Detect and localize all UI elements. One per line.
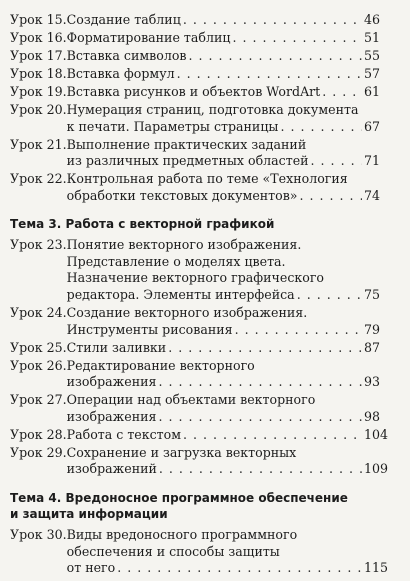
lesson-title-last-line bbox=[66, 153, 381, 170]
lesson-group-3 bbox=[10, 526, 389, 577]
lesson-number: Урок 24. bbox=[10, 305, 67, 321]
lesson-title bbox=[66, 339, 381, 357]
page-number: 61 bbox=[364, 83, 381, 99]
lesson-title bbox=[66, 136, 381, 170]
lesson-title bbox=[66, 526, 389, 577]
lesson-title-line: Понятие векторного изображения. bbox=[66, 237, 302, 253]
lesson-title bbox=[66, 171, 381, 204]
theme-heading-line: и защита информации bbox=[10, 506, 168, 521]
page-number: 115 bbox=[364, 560, 389, 576]
toc-entry bbox=[10, 47, 381, 65]
dot-leader bbox=[183, 427, 362, 444]
lesson-title-last-line bbox=[66, 65, 381, 83]
lesson-number: Урок 27. bbox=[10, 392, 67, 408]
lesson-title-line: Работа с текстом bbox=[66, 426, 182, 442]
dot-leader bbox=[300, 188, 362, 205]
lesson-number: Урок 21. bbox=[10, 136, 67, 152]
page-number: 51 bbox=[364, 29, 381, 45]
lesson-title-line: обеспечения и способы защиты bbox=[66, 543, 280, 559]
lesson-title bbox=[66, 392, 381, 425]
lesson-title-line: изображения bbox=[66, 374, 157, 390]
lesson-title-line: обработки текстовых документов» bbox=[66, 187, 298, 203]
lesson-number: Урок 18. bbox=[10, 65, 67, 81]
theme-heading-line: Тема 4. Вредоносное программное обеспечение bbox=[10, 490, 348, 505]
lesson-number: Урок 23. bbox=[10, 237, 67, 253]
lesson-number: Урок 28. bbox=[10, 426, 67, 442]
lesson-title bbox=[66, 29, 381, 47]
lesson-title-last-line bbox=[66, 339, 381, 357]
toc-entry bbox=[10, 237, 381, 303]
lesson-title-line: Форматирование таблиц bbox=[66, 29, 231, 45]
lesson-title-line: Инструменты рисования bbox=[66, 321, 233, 337]
lesson-title bbox=[66, 83, 381, 101]
dot-leader bbox=[189, 48, 363, 65]
toc-entry bbox=[10, 357, 381, 391]
dot-leader bbox=[159, 461, 362, 478]
lesson-title-line: Сохранение и загрузка векторных bbox=[66, 444, 297, 460]
lesson-title-line: Назначение векторного графического bbox=[66, 270, 325, 286]
dot-leader bbox=[235, 322, 362, 339]
dot-leader bbox=[177, 66, 362, 83]
lesson-title bbox=[66, 426, 389, 444]
toc-entry bbox=[10, 526, 389, 577]
dot-leader bbox=[232, 30, 362, 47]
toc-entry bbox=[10, 171, 381, 204]
lesson-title-line: Контрольная работа по теме «Технология bbox=[66, 171, 348, 187]
dot-leader bbox=[311, 153, 362, 170]
lesson-title-last-line bbox=[66, 408, 381, 426]
lesson-title-last-line bbox=[66, 118, 381, 136]
lesson-title bbox=[66, 444, 389, 478]
lesson-number: Урок 30. bbox=[10, 526, 67, 542]
lesson-title-last-line bbox=[66, 321, 381, 339]
lesson-title-line: Вставка формул bbox=[66, 65, 175, 81]
lesson-title-last-line bbox=[66, 12, 381, 29]
lesson-title-last-line bbox=[66, 83, 381, 101]
lesson-title-line: изображений bbox=[66, 461, 157, 477]
lesson-title-last-line bbox=[66, 426, 389, 444]
page-number: 67 bbox=[364, 118, 381, 134]
page-number: 93 bbox=[364, 374, 381, 390]
lesson-title-line: из различных предметных областей bbox=[66, 153, 309, 169]
page-number: 87 bbox=[364, 339, 381, 355]
page-number: 104 bbox=[364, 426, 389, 442]
page-number: 75 bbox=[364, 287, 381, 303]
lesson-number: Урок 15. bbox=[10, 12, 67, 27]
lesson-title-line: Выполнение практических заданий bbox=[66, 136, 307, 152]
lesson-title-line: Редактирование векторного bbox=[66, 357, 255, 373]
lesson-title-line: от него bbox=[66, 560, 116, 576]
lesson-title bbox=[66, 47, 381, 65]
lesson-title-last-line bbox=[66, 374, 381, 391]
dot-leader bbox=[322, 84, 362, 101]
lesson-title bbox=[66, 357, 381, 391]
lesson-title-line: Вставка символов bbox=[66, 47, 187, 63]
dot-leader bbox=[183, 12, 362, 29]
page-number: 79 bbox=[364, 321, 381, 337]
lesson-title-last-line bbox=[66, 461, 389, 478]
lesson-title-line: Виды вредоносного программного bbox=[66, 526, 298, 542]
dot-leader bbox=[280, 119, 362, 136]
lesson-title-last-line bbox=[66, 287, 381, 304]
lesson-title bbox=[66, 101, 381, 135]
lesson-number: Урок 16. bbox=[10, 29, 67, 45]
dot-leader bbox=[117, 560, 362, 577]
lesson-number: Урок 17. bbox=[10, 47, 67, 63]
lesson-title bbox=[66, 12, 381, 29]
lesson-title-line: к печати. Параметры страницы bbox=[66, 118, 279, 134]
lesson-title-line: Операции над объектами векторного bbox=[66, 392, 316, 408]
lesson-number: Урок 25. bbox=[10, 339, 67, 355]
toc-entry bbox=[10, 392, 381, 425]
lesson-title-last-line bbox=[66, 560, 389, 577]
toc-entry bbox=[10, 29, 381, 47]
lesson-title bbox=[66, 305, 381, 338]
toc-entry bbox=[10, 12, 381, 29]
lesson-title-line: Вставка рисунков и объектов WordArt bbox=[66, 83, 321, 99]
dot-leader bbox=[158, 374, 362, 391]
toc-entry bbox=[10, 136, 381, 170]
lesson-number: Урок 22. bbox=[10, 171, 67, 187]
lesson-title-last-line bbox=[66, 29, 381, 47]
lesson-title-last-line bbox=[66, 47, 381, 65]
theme-heading-3 bbox=[10, 216, 376, 232]
lesson-title-line: Нумерация страниц, подготовка документа bbox=[66, 101, 359, 117]
toc-entry bbox=[10, 339, 381, 357]
lesson-group-1 bbox=[10, 12, 381, 204]
page-number: 55 bbox=[364, 47, 381, 63]
lesson-title-line: изображения bbox=[66, 408, 157, 424]
lesson-group-2 bbox=[10, 237, 389, 478]
toc-entry bbox=[10, 101, 381, 135]
toc-entry bbox=[10, 426, 389, 444]
page-number: 74 bbox=[364, 187, 381, 203]
lesson-title-line: Создание векторного изображения. bbox=[66, 305, 308, 321]
lesson-title bbox=[66, 65, 381, 83]
lesson-number: Урок 26. bbox=[10, 357, 67, 373]
page-number: 46 bbox=[364, 12, 381, 27]
lesson-title-line: редактора. Элементы интерфейса bbox=[66, 287, 295, 303]
dot-leader bbox=[168, 340, 362, 357]
lesson-title bbox=[66, 237, 381, 303]
page-number: 109 bbox=[364, 461, 389, 477]
lesson-number: Урок 19. bbox=[10, 83, 67, 99]
toc-entry bbox=[10, 444, 389, 478]
page-number: 57 bbox=[364, 65, 381, 81]
page-number: 98 bbox=[364, 408, 381, 424]
dot-leader bbox=[158, 409, 362, 426]
lesson-number: Урок 20. bbox=[10, 101, 67, 117]
lesson-title-line: Стили заливки bbox=[66, 339, 167, 355]
toc-entry bbox=[10, 83, 381, 101]
page-number: 71 bbox=[364, 153, 381, 169]
theme-heading-line: Тема 3. Работа с векторной графикой bbox=[10, 217, 275, 232]
lesson-title-line: Создание таблиц bbox=[66, 12, 181, 27]
dot-leader bbox=[297, 287, 362, 304]
lesson-number: Урок 29. bbox=[10, 444, 67, 460]
toc-entry bbox=[10, 305, 381, 338]
toc-entry bbox=[10, 65, 381, 83]
lesson-title-last-line bbox=[66, 187, 381, 205]
lesson-title-line: Представление о моделях цвета. bbox=[66, 253, 286, 269]
theme-heading-4 bbox=[10, 490, 376, 522]
